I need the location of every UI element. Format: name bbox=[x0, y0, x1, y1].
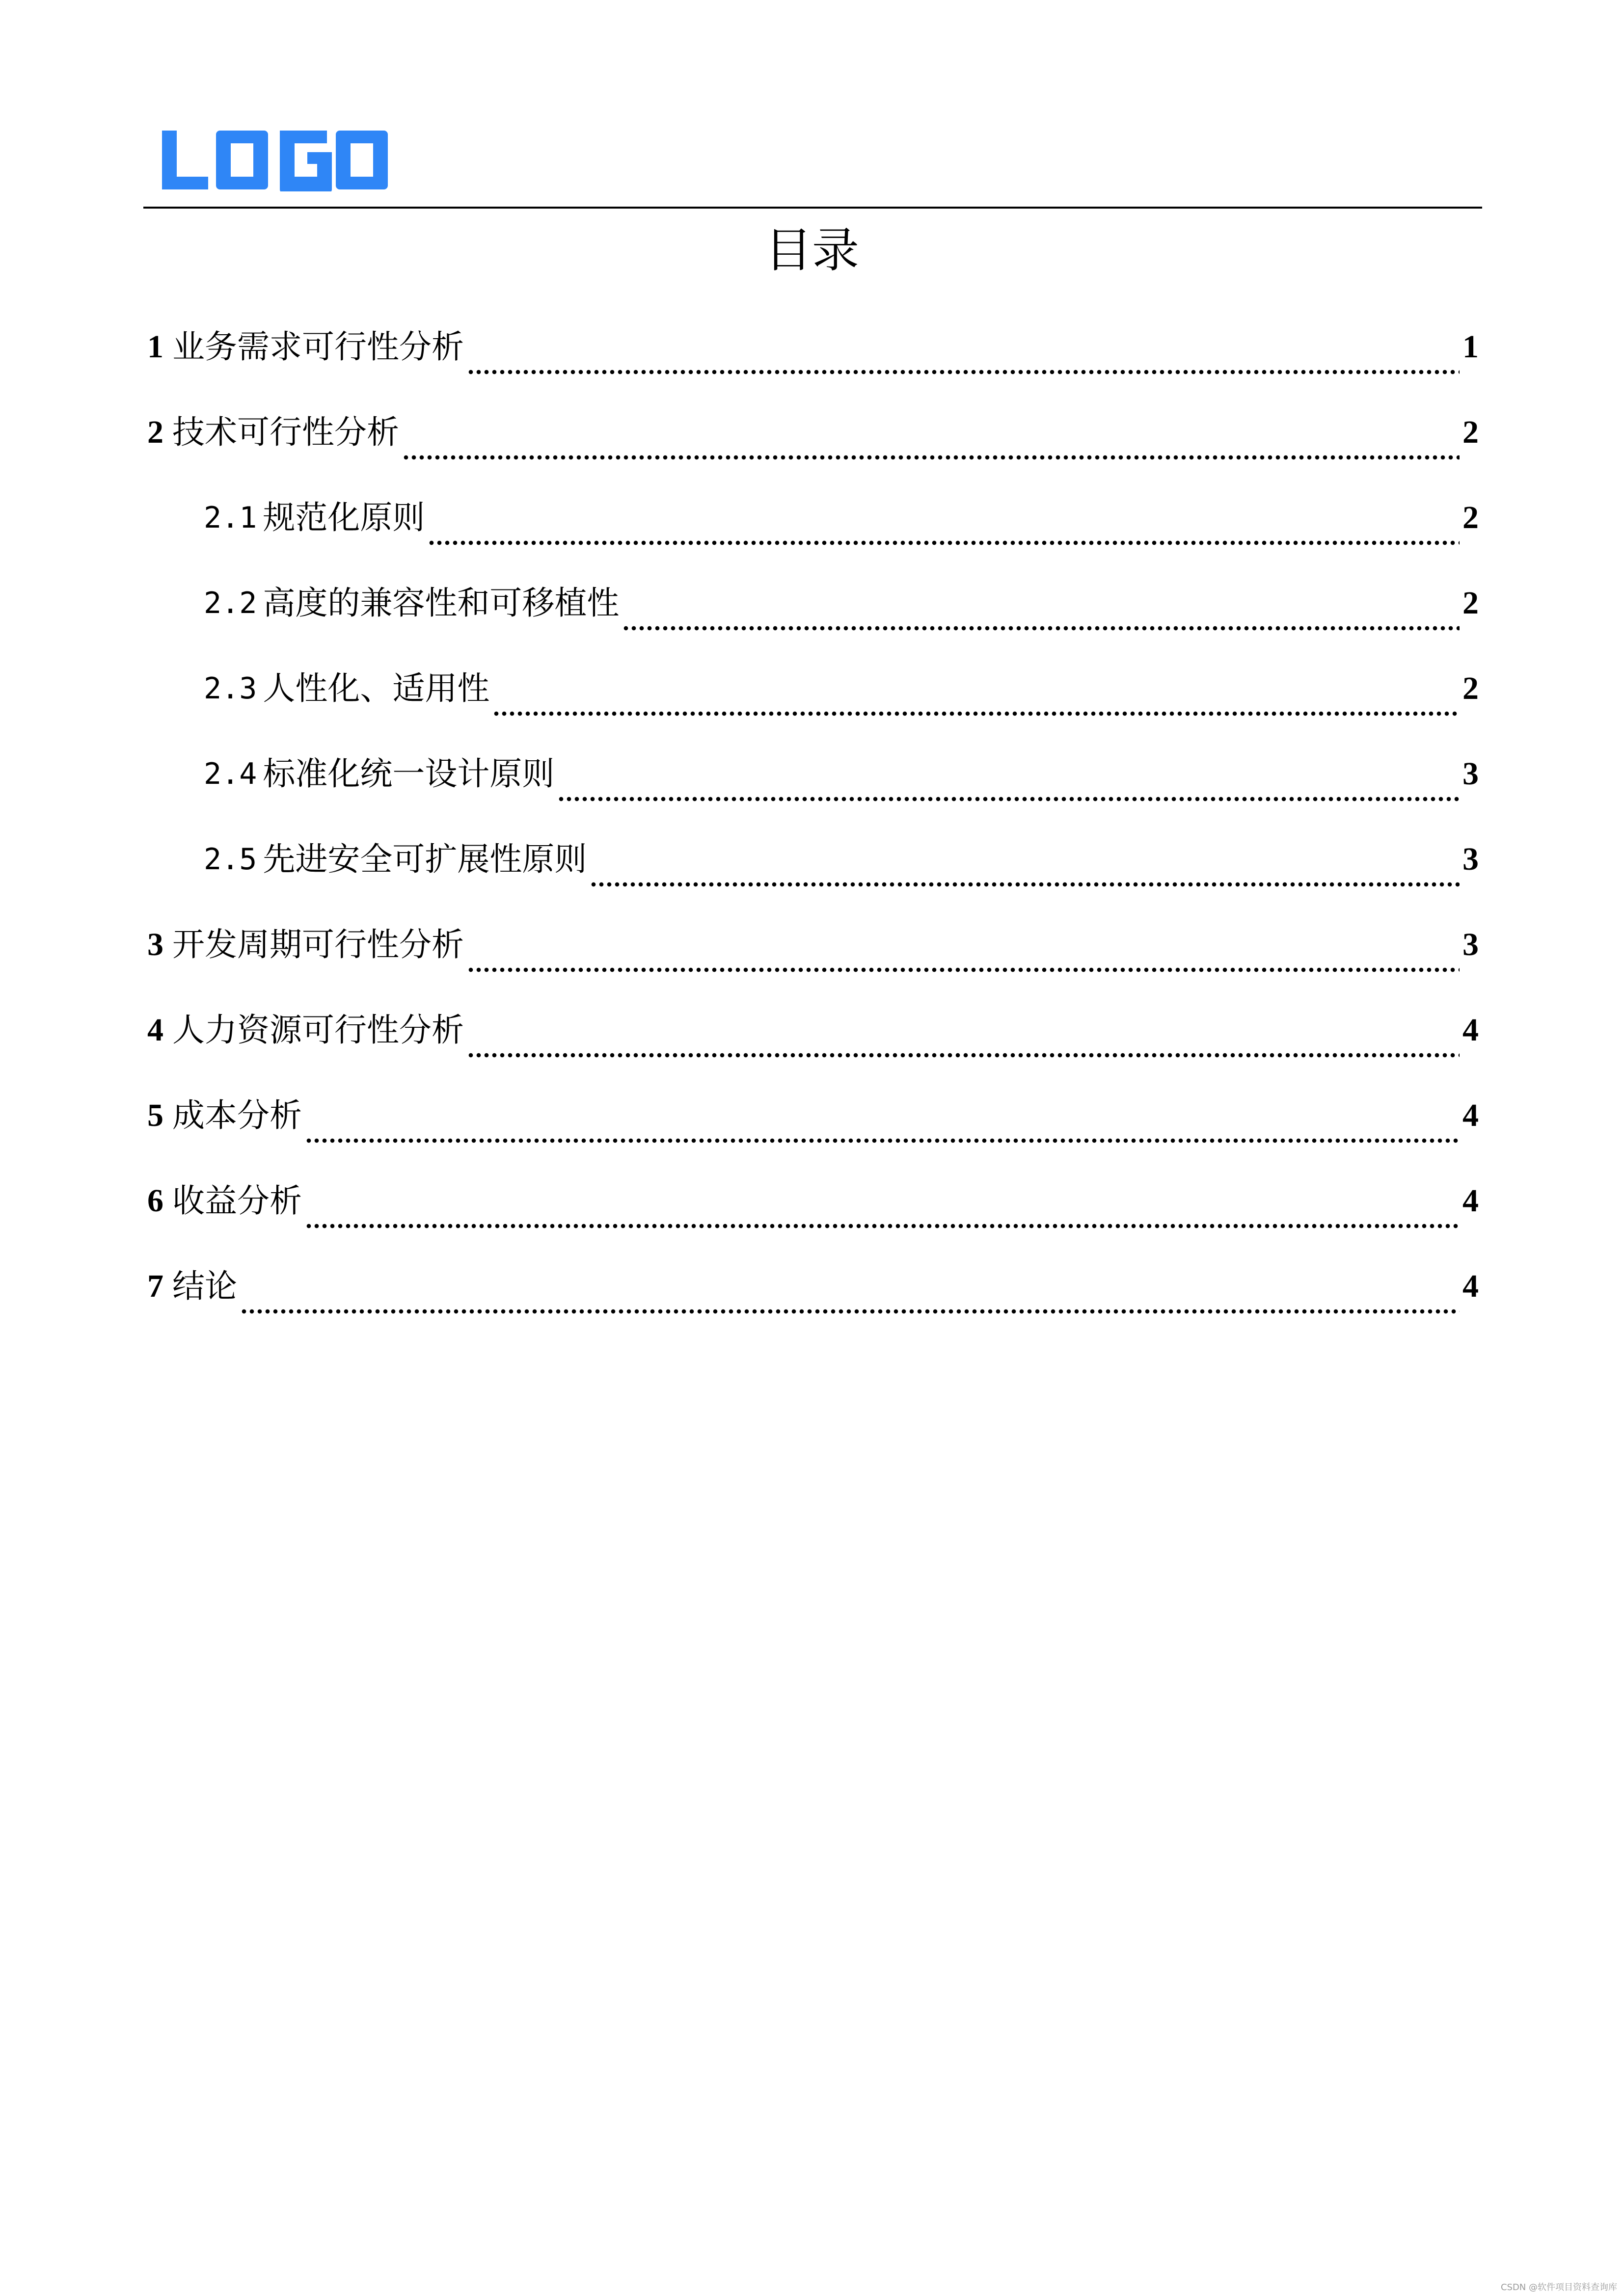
toc-dot-leader bbox=[240, 1308, 1460, 1314]
toc-entry-title: 成本分析 bbox=[172, 1096, 302, 1134]
toc-entry[interactable] bbox=[147, 475, 1479, 561]
toc-entry-number: 1 bbox=[147, 329, 163, 365]
toc-dot-leader bbox=[402, 454, 1460, 460]
toc-entry-number: 2.5 bbox=[204, 842, 257, 877]
watermark: CSDN @软件项目资料查询库 bbox=[1500, 2282, 1617, 2293]
toc-entry-title: 高度的兼容性和可移植性 bbox=[263, 584, 620, 622]
toc-entry[interactable] bbox=[147, 817, 1479, 902]
toc-entry-page-number: 4 bbox=[1462, 1268, 1479, 1304]
toc-entry[interactable] bbox=[147, 1073, 1479, 1158]
toc-entry-number: 2.2 bbox=[204, 586, 257, 620]
toc-dot-leader bbox=[492, 711, 1460, 717]
toc-entry-number: 2.4 bbox=[204, 757, 257, 791]
toc-entry-page-number: 2 bbox=[1462, 500, 1479, 535]
toc-entry-page-number: 2 bbox=[1462, 585, 1479, 621]
toc-title: 目录 bbox=[765, 223, 859, 278]
toc-entry[interactable] bbox=[147, 1158, 1479, 1244]
toc-dot-leader bbox=[467, 369, 1460, 375]
toc-entry-title: 先进安全可扩展性原则 bbox=[263, 840, 587, 878]
toc-entry-page-number: 2 bbox=[1462, 670, 1479, 706]
toc-entry[interactable] bbox=[147, 902, 1479, 988]
toc-entry-title: 规范化原则 bbox=[263, 499, 425, 536]
toc-entry-number: 2.3 bbox=[204, 671, 257, 706]
toc-entry[interactable] bbox=[147, 561, 1479, 646]
toc-entry-title: 开发周期可行性分析 bbox=[172, 926, 464, 963]
toc-entry-title: 技术可行性分析 bbox=[172, 413, 399, 451]
toc-entry[interactable] bbox=[147, 1244, 1479, 1329]
toc-dot-leader bbox=[305, 1138, 1460, 1144]
toc-dot-leader bbox=[305, 1223, 1460, 1229]
toc-entry-number: 2.1 bbox=[204, 501, 257, 535]
toc-entry-title: 收益分析 bbox=[172, 1182, 302, 1220]
toc-entry-title: 人力资源可行性分析 bbox=[172, 1011, 464, 1049]
toc-dot-leader bbox=[467, 967, 1460, 973]
toc-entry-title: 结论 bbox=[172, 1267, 237, 1305]
toc-entry-title: 人性化、适用性 bbox=[263, 669, 490, 707]
toc-entry-number: 7 bbox=[147, 1268, 163, 1304]
toc-entry-page-number: 3 bbox=[1462, 756, 1479, 792]
toc-dot-leader bbox=[428, 540, 1460, 546]
toc-entry[interactable] bbox=[147, 390, 1479, 475]
toc-entry-number: 5 bbox=[147, 1097, 163, 1133]
toc-dot-leader bbox=[557, 796, 1460, 802]
header-divider bbox=[143, 207, 1482, 209]
toc-entry-page-number: 4 bbox=[1462, 1012, 1479, 1048]
toc-entry[interactable] bbox=[147, 988, 1479, 1073]
toc-entry[interactable] bbox=[147, 731, 1479, 817]
toc-entry-page-number: 3 bbox=[1462, 841, 1479, 877]
toc-entry[interactable] bbox=[147, 304, 1479, 390]
toc-entry[interactable] bbox=[147, 646, 1479, 731]
logo bbox=[162, 129, 388, 191]
toc-entry-page-number: 2 bbox=[1462, 414, 1479, 450]
table-of-contents bbox=[147, 304, 1479, 1329]
toc-entry-title: 业务需求可行性分析 bbox=[172, 328, 464, 366]
toc-dot-leader bbox=[467, 1052, 1460, 1058]
toc-entry-number: 6 bbox=[147, 1183, 163, 1219]
toc-entry-number: 3 bbox=[147, 927, 163, 962]
toc-entry-number: 4 bbox=[147, 1012, 163, 1048]
toc-entry-page-number: 4 bbox=[1462, 1183, 1479, 1219]
toc-dot-leader bbox=[622, 625, 1460, 631]
toc-entry-page-number: 4 bbox=[1462, 1097, 1479, 1133]
toc-dot-leader bbox=[590, 881, 1460, 887]
logo-wordmark-icon bbox=[162, 129, 388, 191]
toc-entry-page-number: 1 bbox=[1462, 329, 1479, 365]
toc-entry-title: 标准化统一设计原则 bbox=[263, 755, 555, 793]
toc-entry-number: 2 bbox=[147, 414, 163, 450]
toc-entry-page-number: 3 bbox=[1462, 927, 1479, 962]
